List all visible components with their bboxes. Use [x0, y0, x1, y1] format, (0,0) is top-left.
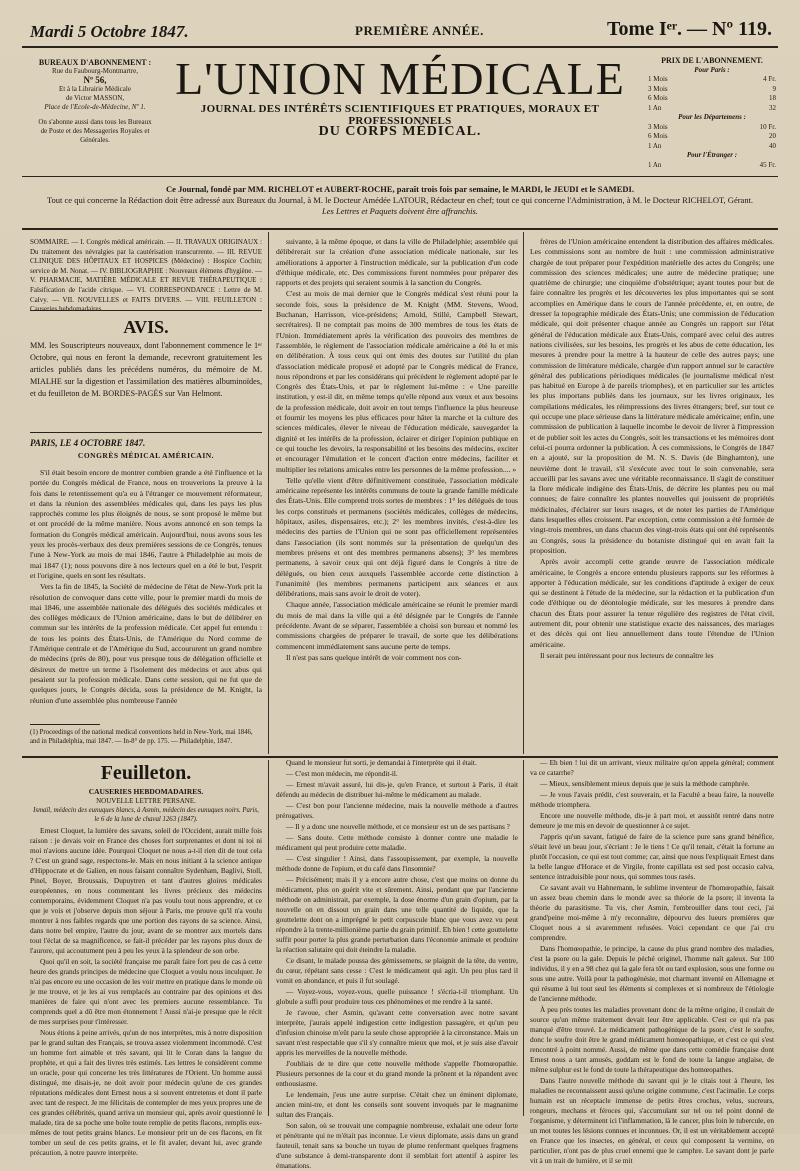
sommaire: SOMMAIRE. — I. Congrès médical américain. — II. TRAVAUX ORIGINAUX : Du traitement des névralgies par la cautérisation transcurrente. — III. REVUE CLINIQUE DES HÔPITAUX ET HOSPICES (Médecine) : Hospice Cochin; service de M. Nonat. — IV. BIBLIOGRAPHIE : Nouveaux élémens d'hygiène. — V. PHARMACIE, MATIÈRE MÉDICALE ET REVUE THÉRAPEUTIQUE : Falsification de l'acide citrique. — VI. CORRESPONDANCE : Lettre de M. Calvy. — VII. NOUVELLES et FAITS DIVERS. — VIII. FEUILLETON : Causeries hebdomadaires. [30, 238, 262, 314]
paragraph: Il serait peu intéressant pour nos lecteurs de connaître les [540, 650, 714, 660]
masthead-subtitle: JOURNAL DES INTÉRÊTS SCIENTIFIQUES ET PRATIQUES, MORAUX ET PROFESSIONNELS [200, 103, 600, 127]
paragraph: — Sans doute. Cette méthode consiste à donner contre une maladie le médicament qui peut produire cette maladie. [276, 833, 518, 852]
section-rule [30, 310, 262, 311]
avis-text: MM. les Souscripteurs nouveaux, dont l'abonnement commence le 1ᵉʳ Octobre, qui nous en feront la demande, recevront gratuitement les articles publiés dans les précédens numéros, du mémoire de M. MIALHE sur la digestion et l'assimilation des matières albuminoïdes, et du feuilleton de M. BORDES-PAGÈS sur Van Helmont. [30, 341, 262, 398]
paragraph: — Voyez-vous, voyez-vous, quelle puissance ! s'écria-t-il triomphant. Un globule a suffi pour produire tous ces phénomènes et me rendre à la santé. [276, 987, 518, 1006]
article-column-1 [30, 468, 262, 720]
paragraph: Dans l'homœopathie, le principe, la cause du plus grand nombre des maladies, c'est la psore ou la gale. Depuis le péché originel, l'homme naît galeux. Sur 100 individus, il y en a 98 chez qui la gale fera tôt ou tard explosion, sous une forme ou sous une autre. Voilà pour la pathogénésie, mot charmant inventé en Allemagne et qui résume à lui tout seul les éléments si complexes et si nombreux de l'étiologie de l'ancienne méthode. [530, 944, 774, 1003]
paragraph: frères de l'Union américaine entendent la distribution des affaires médicales. Les commissions sont au nombre de huit : une commission administrative chargée de tout préparer pour l'expédition matérielle des actes du Congrès; une commission des sciences médicales; une autre de médecine pratique; une quatrième de chirurgie; une cinquième d'obstétrique; ayant toutes pour but de faire connaître les progrès et les découvertes les plus importantes qui se sont accomplies en Amérique dans le cours de l'année précédente, et, en outre, de dresser la topographie médicale des États-Unis; une commission de l'éducation médicale, qui doit présenter chaque année au Congrès un rapport sur l'état général de l'éducation médicale aux États-Unis, comparé avec celui des autres nations civilisées, sur les besoins, les progrès et les abus de cette éducation, les mesures à prendre pour la mettre à la hauteur de celle des autres pays; une commission de littérature médicale, chargée d'un rapport annuel sur le caractère général des publications périodiques médicales (le journalisme médical n'est pas habitué en Europe à de pareils triomphes), et en particulier sur les articles les plus importans publiés dans les journaux, sur les livres originaux, les compilations médicales, les réimpressions des livres étrangers; bref, sur tout ce qui occupe une place sérieuse dans la littérature médicale américaine; enfin, une commission de publication à laquelle incombe le devoir de livrer à l'impression et de publier soit les actes du Congrès, soit les transactions et les mémoires dont celui-ci pourra ordonner la publication. À ces commissions, le Congrès de 1847 en a ajouté, sur la proposition de M. N. S. Davis (de Binghamton), une neuvième dont le travail, s'il s'exécute avec tout le soin convenable, sera accueilli par les savans avec une véritable reconnaissance. Il s'agit de constituer la flore médicale indigène des États-Unis, de décrire les plantes peu ou mal connues; de faire connaître les plantes nouvelles qui jouissent de propriétés médicinales, d'éclairer sur leurs usages, et de noter les parties de l'Amérique dans lesquelles elles croissent. Par exception, cette commission a été formée de vingt-trois membres, un dans chacun des vingt-trois états qui ont été représentés au Congrès, sous la présidence du botaniste distingué qui en avait fait la proposition. [530, 237, 774, 555]
prix-row: 1 An 45 Fr. [648, 160, 776, 169]
feuilleton-column-1 [30, 826, 262, 1157]
column-divider [268, 232, 269, 754]
paragraph: Quoi qu'il en soit, la société française me paraît faire fort peu de cas à cette heure des grands principes de médecine que Cloquet a voulu nous inculquer. Je n'ai pas encore eu une occasion de les voir mettre en pratique dans le monde où je me trouve, et je les ai vus remplacés au contraire par des opinions et des manières de faire qui n'ont avec les premiers aucune ressemblance. Tu comprends quel a dû être mon étonnement ! Aussi n'ai-je presque que le récit de mes surprises pour t'intéresser. [30, 957, 262, 1026]
masthead-rule [22, 176, 778, 177]
feuilleton-column-2 [276, 758, 518, 1170]
prix-departements-label: Pour les Départemens : [678, 113, 746, 121]
prix-etranger-label: Pour l'Étranger : [686, 151, 738, 159]
column-divider [268, 760, 269, 1116]
paragraph: — C'est bon pour l'ancienne médecine, mais la nouvelle méthode a d'autres prérogatives. [276, 801, 518, 820]
paragraph: Il n'est pas sans quelque intérêt de voir comment nos con- [286, 652, 462, 662]
prix-row: 6 Mois 20 [648, 132, 776, 140]
prix-row: 6 Mois 18 [648, 94, 776, 102]
bureaux-box [30, 58, 160, 145]
bureaux-line: de Victor MASSON, [65, 94, 125, 102]
paragraph: — Eh bien ! lui dit un arrivant, vieux militaire qu'on appela général; comment va ce catarrhe? [530, 758, 774, 777]
column-divider [523, 232, 524, 754]
paragraph: J'appris qu'un savant, fatigué de faire de la science pure sans grand bénéfice, s'était levé un beau jour, s'écriant : Je le tiens ! Ce qu'il tenait, c'était la fortune au plutôt l'occasion, ce qui est tout comme; car, ainsi que nous l'expliquait Ernest dans la belle langue d'Horace et de Virgile, fronte capillata est sed post occasio calva, sentence intraduisible pour nous, qui sommes tous rasés. [530, 832, 774, 881]
issue-date: Mardi 5 Octobre 1847. [30, 22, 189, 41]
paragraph: Le lendemain, j'eus une autre surprise. C'était chez un éminent diplomate, ancien mini-tre, et dont les conseils sont souvent invoqués par le magnanime sultan des Français. [276, 1090, 518, 1119]
bureaux-line: Générales. [80, 136, 110, 144]
paragraph: — Il y a donc une nouvelle méthode, et ce monsieur est un de ses partisans ? [286, 822, 510, 831]
top-rule [22, 46, 778, 48]
paragraph: Dans l'autre nouvelle méthode du savant qui je le citais tout à l'heure, les maladies ne reconnaissent aussi qu'une origine commune, c'est l'acimalie. Le corps humain est un réceptacle immense de petits êtres crochus, velus, sucreurs, rongeurs, mechans et féroces qui, s'accumulant sur tel ou tel point donné de l'organisme, y déterminent ici l'inflammation, là le cancer, plus loin le tubercule, en un mot toutes les lésions connues et inconnues. Or, il est un véritablement accepté en France que les insectes, en général, et ceux qui composent la vermine, en particulier, n'ont pas de plus cruel ennemi que le camphre. Le savant dont je parle vit à un trait de lumière, et il se mit [530, 1076, 774, 1165]
masthead-title: L'UNION MÉDICALE [175, 53, 625, 104]
bureaux-line: Place de l'Ecole-de-Médecine, Nº 1. [44, 103, 146, 111]
paragraph: Chaque année, l'association médicale américaine se réunit le premier mardi du mois de mai dans la ville qui a été désignée par le Congrès de l'année précédente. Avant de se séparer, l'assemblée a choisi son bureau et nommé les commissions chargées de préparer le travail, de sorte que les délibérations commencent immédiatement sans aucune perte de temps. [276, 600, 518, 651]
footnote: (1) Proceedings of the national medical conventions held in New-York, mai 1846, and in Philadelphia, mai 1847. — In-8° de pp. 175. — Philadelphie, 1847. [30, 729, 253, 745]
paragraph: S'il était besoin encore de montrer combien grande a été l'influence et la portée du Congrès médical de France, nous en trouverions la preuve à la fois dans le retentissement qu'a eu à l'étranger ce mouvement réformateur, et dans la réunion des assemblées médicales qui, dans les pays les plus rapprochés comme les plus éloignés de nous, se sont proposé le même but et ont procédé de la même manière. Nous avons annoncé en son temps la formation du Congrès médical américain. Aujourd'hui, nous avons sous les yeux les procès-verbaux des deux premières sessions de ce Congrès, tenues l'une à New-York au mois de mai 1846, l'autre à Philadelphie au mois de mai 1847 (1); nous pouvons dire à nos lecteurs quel en a été le but, l'esprit et l'origine, quels en sont les résultats. [30, 468, 262, 580]
paragraph: — Précisément; mais il y a encore autre chose, c'est que moins on donne du médicament, plus on guérit vite et sûrement. Ainsi, pendant que par l'ancienne méthode on administrait, par exemple, la dose énorme d'un grain d'opium, par la nouvelle on en dissout un grain dans une telle quantité de liquide, que la gouttelette dont on a imprégné le petit corpuscule blanc que vous avez vu peut répondre à la trente-millionième partie du grain primitif. Eh bien ! cette gouttelette suffit pour porter la plus grande perturbation dans l'économie animale et produire la réaction salutaire qui doit éteindre la maladie. [276, 875, 518, 954]
paragraph: suivante, à la même époque, et dans la ville de Philadelphie; assemblée qui délibérerait sur la création d'une association médicale nationale, sur les améliorations à apporter à l'instruction médicale, sur la publication d'un code d'éthique médicale, etc. Des commissions furent nommées pour préparer des rapports et des projets qui seraient soumis à la sanction du Congrès. [276, 237, 518, 288]
feuilleton-subtitle-2: NOUVELLE LETTRE PERSANE. [96, 797, 196, 805]
paragraph: — C'est mon médecin, me répondit-il. [286, 769, 398, 778]
prix-heading: PRIX DE L'ABONNEMENT. [661, 56, 763, 65]
paragraph: Ce disant, le malade poussa des gémissemens, se plaignit de la tête, du ventre, du cœur, répétant sans cesse : C'est le médicament qui agit. Un peu plus tard il vomit en abondance, et puis il fut soulagé. [276, 956, 518, 985]
feuilleton-column-3 [530, 758, 774, 1165]
paragraph: — Je vous l'avais prédit, c'est souverain, et la Faculté a beau faire, la nouvelle méthode triomphera. [530, 790, 774, 809]
paragraph: Ce savant avait vu Hahnemann, le sublime inventeur de l'homœopathie, faisait un assez beau chemin dans le monde avec sa théorie de la psore; il inventa la théorie du parasitisme. Tu vis, cher Asmin, l'embrouiller dans tout ceci, j'ai grand'peine moi-même à m'y reconnaître, dépourvu des lueurs premières que Cloquet nous a si avaremment refusées. Voici cependant ce que j'ai cru comprendre. [530, 883, 774, 942]
bureaux-line: Nº 56, [83, 75, 107, 85]
fondation-line: Tout ce qui concerne la Rédaction doit être adressé aux Bureaux du Journal, à M. le Docteur Amédée LATOUR, Rédacteur en chef; tout ce qui concerne l'Administration, à M. le Docteur RICHELOT, Gérant. [46, 195, 754, 205]
paragraph: — C'est singulier ! Ainsi, dans l'assoupissement, par exemple, la nouvelle méthode donne de l'opium, et du café dans l'insomnie? [276, 854, 518, 873]
bureaux-heading: BUREAUX D'ABONNEMENT : [38, 58, 152, 67]
fondation-line: Les Lettres et Paquets doivent être affranchis. [322, 206, 478, 216]
feuilleton-title: Feuilleton. [100, 762, 192, 784]
issue-year-label: PREMIÈRE ANNÉE. [355, 23, 484, 38]
prix-row: 3 Mois 10 Fr. [648, 122, 776, 131]
footnote-rule [30, 724, 100, 725]
paragraph: Après avoir accompli cette grande œuvre de l'association médicale américaine, le Congrès a encore entendu plusieurs rapports sur les réformes à apporter à l'éducation médicale, sur les conditions d'aptitude à exiger de ceux qui se destinent à l'étude de la médecine, sur la rédaction et la publication d'un code d'éthique ou de déontologie médicale, sur les mesures à prendre dans chacun des États pour assurer la tenue régulière des registres de l'état civil, autrement dit, pour obtenir une statistique exacte des naissances, des mariages et des décès qui ont lieu annuellement dans toute l'étendue de l'Union américaine. [530, 557, 774, 649]
paragraph: Nous étions à peine arrivés, qu'un de nos interprètes, mis à notre disposition par le grand sultan des Français, se trouva assez violemment incommodé. C'est un homme fort aimable et très savant, qui lit le Coran dans la langue du prophète, et qui a fait des livres très estimés. Les lettres le considèrent comme un oracle, pour qui concerne les très littératures de l'Orient. Un homme aussi distingué, me disais-je, ne doit avoir pour médecin qu'une de ces grandes réputations médicales dont Ernest nous a si souvent entretenus et dont il parle avec tant de respect. Je me félicitais de contempler de mes yeux propres une de ces grandes célébrités, quand arriva un monsieur qui, après avoir questionné le malade, tira de sa poche une boîte toute remplie de petits flacons, remplis eux-mêmes de tout petits grains blancs. Le monsieur prit un de ces flacons, en fit tomber un seul de ces petits grains, et le fit avaler, devant lui, avec grande précaution, à notre pauvre interprète. [30, 1028, 262, 1157]
header-bottom-rule [22, 228, 778, 230]
paragraph: Je t'avoue, cher Asmin, qu'avant cette conversation avec notre savant interprète, j'aurais appelé indigestion cette indigestion passagère, et qu'un peu d'infusion chinoise m'eût paru la seule chose appropriée à la circonstance. Mais un savant n'est respectable que s'il s'y connaître mieux que moi, et je suis aise d'avoir appris les merveilles de la nouvelle méthode. [276, 1008, 518, 1057]
fondation-line: Ce Journal, fondé par MM. RICHELOT et AUBERT-ROCHE, paraît trois fois par semaine, le MARDI, le JEUDI et le SAMEDI. [166, 184, 634, 194]
avis-title: AVIS. [123, 317, 169, 337]
paragraph: Ernest Cloquet, la lumière des savans, soleil de l'Occident, aurait mille fois raison : je devais voir en France des choses fort surprenantes et dont ni toi ni moi n'avions aucune idée. Pourquoi Cloquet ne nous a-t-il rien dit de tout cela ? C'est un grand sage, respectons-le. Mais en nous initiant à la science antique d'Hippocrate et de Galien, en nous faisant connaître Sydenham, Baglivi, Stoll, Pinel, Boyer, Broussais, Dupuytren et tant d'autres gloires médicales européennes, en nous commentant les livres précieux des médecins contemporains, évidemment Cloquet n'a pas voulu tout nous apprendre, et ce que je vois et j'observe depuis mon séjour à Paris, me prouve qu'il n'a voulu montrer à nos faibles regards que une portion des rayons de sa science. Ainsi, dans notre bel empire, l'autre du jour, avant de se montrer aux mortels dans tout l'éclat de sa magnificence, se fait-il précéder par les rayons plus doux de l'aurore, qui accoutument peu à peu les yeux à la splendeur de son orbe. [30, 826, 262, 955]
feuilleton-subtitle: CAUSERIES HEBDOMADAIRES. [88, 787, 204, 796]
prix-row: 1 Mois 4 Fr. [648, 75, 776, 83]
article-heading: CONGRÈS MÉDICAL AMÉRICAIN. [77, 451, 215, 460]
paragraph: Quand le monsieur fut sorti, je demandai à l'interprète qui il était. [286, 758, 477, 767]
paragraph: — Mieux, sensiblement mieux depuis que je suis la méthode camphrée. [540, 779, 750, 788]
article-column-3 [530, 237, 774, 755]
paragraph: — Ernest m'avait assuré, lui dis-je, qu'en France, et surtout à Paris, il était défendu au médecin de distribuer lui-même le médicament au malade. [276, 780, 518, 799]
prix-row: 1 An 40 [648, 141, 776, 150]
fondation-notice [30, 184, 770, 217]
section-rule [30, 432, 262, 433]
masthead-subtitle-2: DU CORPS MÉDICAL. [318, 124, 482, 139]
bureaux-line: de Poste et des Messageries Royales et [40, 127, 150, 135]
paragraph: Son salon, où se trouvait une compagnie nombreuse, exhalait une odeur forte et pénétrante qui ne m'était pas inconnue. Le vieux diplomate, assis dans un grand fauteuil, tenait sans sa bouche un tuyau de plume renfermant quelques fragmens d'une substance à demi-transparente dont il semblait fort attentif à aspirer les émanations. [276, 1121, 518, 1170]
bureaux-line: Rue du Faubourg-Montmartre, [52, 67, 138, 75]
prix-paris-label: Pour Paris : [694, 65, 730, 74]
paragraph: Vers la fin de 1845, la Société de médecine de l'état de New-York prit la résolution de convoquer dans cette ville, pour le premier mardi du mois de mai 1846, une assemblée nationale des délégués des sociétés médicales et des collèges médicaux de l'Union américaine, dans le but de délibérer en commun sur les intérêts de la profession médicale. Cet appel fut entendu : de tous les points des États-Unis, de l'Amérique du Nord comme de l'Amérique centrale et de l'Amérique du Sud, accoururent un grand nombre de médecins (près de 80), pour vus presque tous de délégation officielle et désireux de mettre un terme à l'isolement des médecins et aux abus qui pesaient sur la profession médicale. Dans cette session, qui ne fut que de quelques jours, le Congrès décida, sous la présidence de M. Knight, la réunion d'une assemblée plus nombreuse l'année [30, 582, 262, 705]
feuilleton-author: Ismaïl, médecin des eunuques blancs, à Asmin, médecin des eunuques noirs. Paris, le 6 de la lune de chaval 1263 (1847). [33, 807, 259, 823]
bureaux-line: Et à la Librairie Médicale [59, 85, 131, 93]
bureaux-line: On s'abonne aussi dans tous les Bureaux [38, 118, 152, 126]
prix-row: 3 Mois 9 [648, 84, 776, 93]
tome-number: Tome Iᵉʳ. — Nº 119. [606, 18, 772, 40]
paragraph: J'oubliais de te dire que cette nouvelle méthode s'appelle l'homœopathie. Plusieurs personnes de la cour et du grand monde la prônent et la répandent avec enthousiasme. [276, 1059, 518, 1088]
paragraph: Encore une nouvelle méthode, dis-je à part moi, et aussitôt rentré dans notre demeure je me mis en devoir de questionner à ce sujet. [530, 811, 774, 830]
prix-box [648, 56, 776, 170]
article-column-2 [276, 237, 518, 755]
paragraph: Telle qu'elle vient d'être définitivement constituée, l'association médicale américaine représente les intérêts communs de toute la grande famille médicale des États-Unis. Elle comprend trois sortes de membres : 1° les délégués de tous les corps constitués et permanens (sociétés médicales, collèges de médecins, hôpitaux, asiles, dispensaires, etc.); 2° les membres invités, c'est-à-dire les médecins des parties de l'Union qui ne sont pas officiellement représentées dans l'association (ils sont nommés sur la présentation de quelqu'un des membres présens et ont des membres permanens absens); 3° les membres permanens, à savoir ceux qui ont déjà figuré dans le Congrès à titre de délégués, ou bien ceux auxquels l'assemblée accorde cette distinction à l'unanimité (les membres permanens participent aux séances et aux délibérations, mais sans avoir le droit de voter). [276, 475, 518, 599]
column-divider [523, 760, 524, 1116]
paragraph: À peu près toutes les maladies provenant donc de la même origine, il coulait de source qu'un même traitement devait leur être applicable. C'est ce qui n'a pas manqué d'être trouvé. Le médicament pathogénique de la psore, c'est le soufre, donc le soufre doit être le grand médicament homœopathique, et c'est ce qui s'est rencontré à point nommé. Aussi, de même que dans cette comédie française dont Ernest nous a tant amusés, goddam est le fond de toute la langue anglaise, de même sulphur est le fond de toute la thérapeutique des homœopathes. [530, 1005, 774, 1074]
article-dateline: PARIS, LE 4 OCTOBRE 1847. [30, 438, 146, 448]
prix-row: 1 An 32 [648, 103, 776, 112]
paragraph: C'est au mois de mai dernier que le Congrès médical s'est réuni pour la seconde fois, sous la présidence de M. Knight (MM. Stevens, Wood, Buchanan, Harrisson, vice-présidens; Arnold, Stillé, Campbell Stewart, secrétaires). Il ne comptait pas moins de 300 membres de tous les états de l'Union. Immédiatement après la vérification des pouvoirs des membres de l'assemblée, le règlement de l'association médicale américaine a été lu et mis en délibération. À tous ceux qui ont émis des doutes sur l'utilité du plan d'association médicale proposé et adopté par le Congrès médical de France, nous répondrons et par les considérans qui précèdent le règlement adopté par le Congrès des États-Unis, et par le règlement lui-même : « Une pareille institution, y est-il dit, en même temps qu'elle répond aux vœux et aux besoins de la profession médicale, doit avoir en tout temps l'influence la plus heureuse et fournir les moyens les plus efficaces pour hâter la marche et la culture des sciences médicales, élever le niveau de l'éducation médicale, sauvegarder la dignité et les intérêts de la profession, éclairer et diriger l'opinion publique en ce qui touche les devoirs, la responsabilité et les besoins des médecins, exciter et encourager l'émulation et le concert d'action entre médecins, faciliter et multiplier les relations amicales entre les personnes de la même profession.... » [276, 289, 518, 474]
